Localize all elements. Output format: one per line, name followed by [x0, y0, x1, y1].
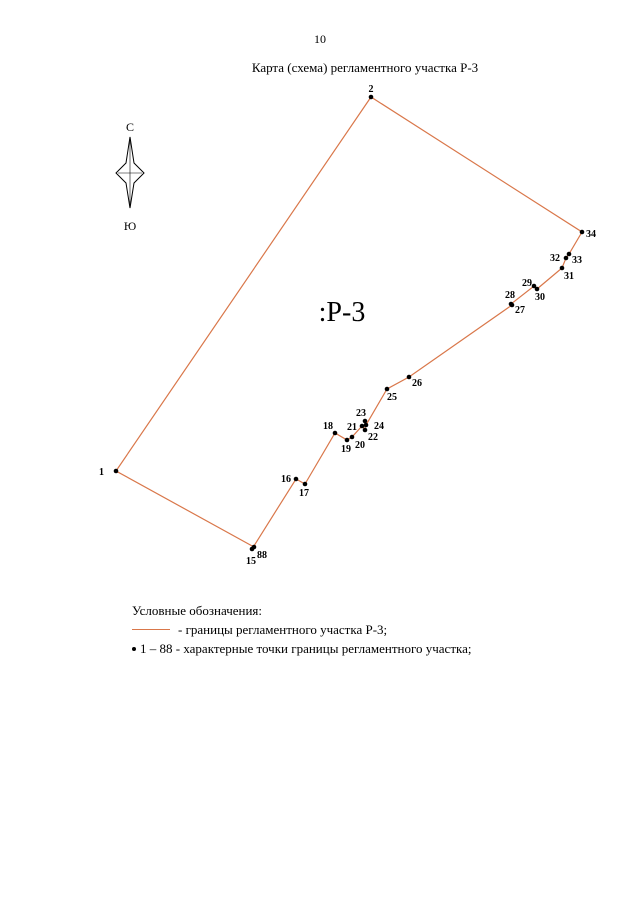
boundary-point-label-27: 27: [515, 305, 525, 316]
zone-label: :Р-3: [318, 297, 366, 328]
boundary-point-label-2: 2: [368, 84, 374, 95]
compass: [116, 120, 144, 233]
legend-line-row: [132, 620, 472, 639]
boundary-point-88: [252, 545, 257, 550]
boundary-point-label-31: 31: [564, 271, 574, 282]
boundary-point-34: [580, 230, 585, 235]
legend: [132, 601, 472, 658]
legend-points-row: [132, 639, 472, 658]
boundary-point-17: [303, 482, 308, 487]
boundary-point-32: [564, 256, 569, 261]
boundary-point-20: [350, 435, 355, 440]
boundary-point-label-16: 16: [281, 474, 291, 485]
compass-north-label: С: [125, 120, 135, 134]
boundary-point-21: [360, 424, 365, 429]
boundary-point-label-33: 33: [572, 255, 582, 266]
page-number: 10: [314, 32, 326, 46]
boundary-point-29: [532, 284, 537, 289]
boundary-point-27: [510, 303, 515, 308]
boundary-point-label-20: 20: [355, 440, 365, 451]
boundary-point-label-26: 26: [412, 378, 422, 389]
legend-line-text: - границы регламентного участка Р-3;: [178, 622, 388, 637]
legend-line-swatch: [132, 629, 170, 630]
boundary-point-label-15: 15: [246, 556, 256, 567]
boundary-point-label-19: 19: [341, 444, 351, 455]
legend-point-icon: [132, 647, 136, 651]
boundary-point-label-18: 18: [323, 421, 333, 432]
boundary-point-19: [345, 438, 350, 443]
boundary-point-label-29: 29: [522, 278, 532, 289]
boundary-point-label-88: 88: [257, 550, 267, 561]
boundary-point-23: [363, 419, 368, 424]
boundary-point-26: [407, 375, 412, 380]
boundary-point-22: [363, 428, 368, 433]
legend-points-text: 1 – 88 - характерные точки границы регламентного участка;: [140, 641, 472, 656]
boundary-point-label-17: 17: [299, 488, 309, 499]
boundary-point-2: [369, 95, 374, 100]
boundary-point-label-34: 34: [586, 229, 596, 240]
legend-heading: Условные обозначения:: [132, 603, 263, 618]
map-title: Карта (схема) регламентного участка Р-3: [251, 60, 479, 75]
boundary-point-label-22: 22: [368, 432, 378, 443]
boundary-point-label-1: 1: [99, 467, 104, 478]
boundary-point-label-23: 23: [356, 408, 366, 419]
boundary-point-31: [560, 266, 565, 271]
compass-south-label: Ю: [123, 219, 137, 233]
boundary-point-label-21: 21: [347, 422, 357, 433]
boundary-point-label-28: 28: [505, 290, 515, 301]
boundary-point-25: [385, 387, 390, 392]
boundary-point-24: [364, 423, 369, 428]
boundary-point-16: [294, 477, 299, 482]
boundary-point-label-32: 32: [550, 253, 560, 264]
boundary-point-label-30: 30: [535, 292, 545, 303]
boundary-point-label-24: 24: [374, 421, 384, 432]
boundary-point-label-25: 25: [387, 392, 397, 403]
boundary-point-33: [567, 252, 572, 257]
boundary-point-1: [114, 469, 119, 474]
boundary-point-18: [333, 431, 338, 436]
